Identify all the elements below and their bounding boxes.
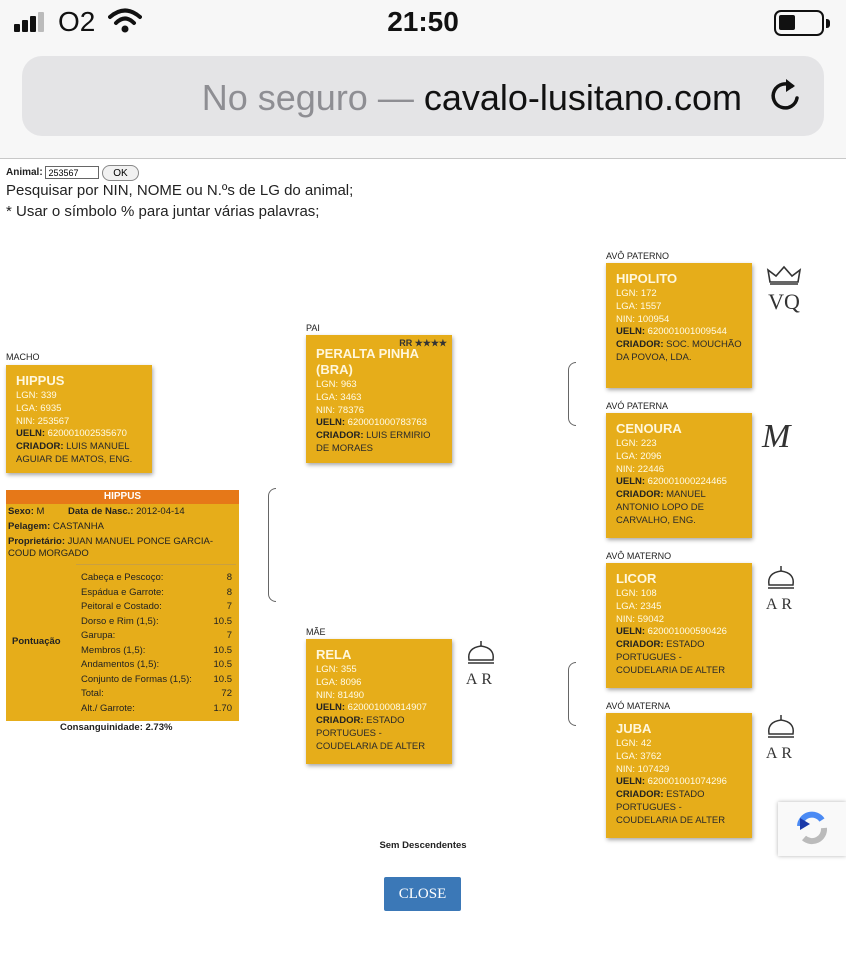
mae-ueln: 620001000814907 — [347, 702, 427, 714]
mae-nin: 81490 — [337, 689, 365, 701]
cenoura-brand: M — [762, 418, 791, 455]
info-pelagem: CASTANHA — [52, 521, 104, 532]
avo-materno-ueln: 620001000590426 — [647, 626, 727, 638]
ok-button[interactable]: OK — [102, 165, 138, 181]
pai-name: PERALTA PINHA (BRA) — [316, 346, 419, 377]
info-proprietario-cont: COUD MORGADO — [8, 548, 89, 559]
avo-paterno-card[interactable]: HIPOLITO LGN: 172 LGA: 1557 NIN: 100954 UELN: 620001001009544 CRIADOR: SOC. MOUCHÃO DA POVOA, LDA. — [606, 263, 752, 388]
avo-materna-nin: 107429 — [637, 763, 670, 775]
avo-materna-ueln: 620001001074296 — [647, 776, 727, 788]
mae-brand-letters: AR — [465, 671, 497, 688]
crown-icon — [463, 640, 499, 666]
pai-ueln: 620001000783763 — [347, 417, 427, 429]
avo-materno-brand — [763, 565, 799, 625]
animal-nin: 253567 — [37, 415, 70, 427]
animal-lga: 6935 — [40, 402, 62, 414]
animal-ueln: 620001002535670 — [47, 428, 127, 440]
crown-icon — [763, 714, 799, 740]
address-bar[interactable] — [22, 56, 824, 136]
animal-role: MACHO — [6, 352, 40, 362]
avo-materno-lgn: 108 — [640, 588, 657, 599]
avo-paterna-lgn: 223 — [640, 438, 657, 449]
score-row: Dorso e Rim (1,5): 10.5 — [81, 615, 232, 627]
avo-materno-role: AVÔ MATERNO — [606, 551, 672, 561]
avo-materno-name: LICOR — [616, 571, 657, 586]
animal-input[interactable] — [45, 166, 99, 179]
avo-paterno-lga: 1557 — [640, 300, 662, 312]
hipolito-brand — [764, 264, 804, 324]
info-proprietario: JUAN MANUEL PONCE GARCIA- — [67, 536, 213, 547]
animal-label: Animal: — [6, 166, 43, 178]
avo-paterna-nin: 22446 — [637, 463, 665, 475]
reload-icon[interactable] — [766, 76, 806, 116]
animal-lgn: 339 — [40, 390, 57, 401]
close-button[interactable]: CLOSE — [384, 877, 461, 911]
recaptcha-badge[interactable] — [778, 802, 846, 856]
pai-lga: 3463 — [340, 391, 362, 403]
parents-connector — [268, 488, 276, 602]
avo-paterna-ueln: 620001000224465 — [647, 476, 727, 488]
mae-card[interactable]: RELA LGN: 355 LGA: 8096 NIN: 81490 UELN: 620001000814907 CRIADOR: ESTADO PORTUGUES - COUDELARIA DE ALTER — [306, 639, 452, 764]
pai-role: PAI — [306, 323, 320, 333]
search-form — [6, 165, 139, 181]
pai-criador: LUIS ERMIRIO DE MORAES — [316, 430, 431, 454]
pai-nin: 78376 — [337, 404, 365, 416]
search-hint-wildcard: * Usar o símbolo % para juntar várias palavras; — [6, 203, 320, 220]
avo-materno-lga: 2345 — [640, 600, 662, 612]
consanguinidade: Consanguinidade: 2.73% — [60, 722, 173, 733]
animal-card[interactable]: HIPPUS LGN: 339 LGA: 6935 NIN: 253567 UELN: 620001002535670 CRIADOR: LUIS MANUEL AGUIAR DE MATOS, ENG. — [6, 365, 152, 473]
avo-paterna-lga: 2096 — [640, 450, 662, 462]
search-hint: Pesquisar por NIN, NOME ou N.ºs de LG do animal; — [6, 182, 354, 199]
score-row: Total: 72 — [81, 688, 232, 699]
crown-icon — [764, 264, 804, 286]
maternal-connector — [568, 662, 576, 726]
avo-materna-criador: ESTADO PORTUGUES - COUDELARIA DE ALTER — [616, 789, 726, 826]
avo-paterno-ueln: 620001001009544 — [647, 326, 727, 338]
score-row: Espádua e Garrote: 8 — [81, 586, 232, 598]
score-row: Conjunto de Formas (1,5): 10.5 — [81, 673, 232, 685]
mae-name: RELA — [316, 647, 352, 662]
avo-materno-brand-letters: AR — [765, 596, 797, 613]
info-title: HIPPUS — [6, 490, 239, 504]
paternal-connector — [568, 362, 576, 426]
score-row: Membros (1,5): 10.5 — [81, 644, 232, 656]
mae-criador: ESTADO PORTUGUES - COUDELARIA DE ALTER — [316, 715, 426, 752]
avo-paterno-role: AVÔ PATERNO — [606, 251, 670, 261]
security-label: No seguro — — [201, 77, 424, 118]
avo-materna-name: JUBA — [616, 721, 652, 736]
browser-toolbar — [0, 46, 846, 159]
recaptcha-icon — [778, 802, 846, 856]
mae-brand — [463, 640, 499, 700]
avo-materno-criador: ESTADO PORTUGUES - COUDELARIA DE ALTER — [616, 639, 726, 676]
animal-criador: LUIS MANUEL AGUIAR DE MATOS, ENG. — [16, 441, 133, 465]
avo-paterno-criador: SOC. MOUCHÃO DA POVOA, LDA. — [616, 339, 742, 363]
avo-materna-brand — [763, 714, 799, 774]
score-row: Peitoral e Costado: 7 — [81, 601, 232, 612]
avo-materno-nin: 59042 — [637, 613, 665, 625]
score-row: Alt./ Garrote: 1.70 — [81, 703, 232, 714]
score-row: Andamentos (1,5): 10.5 — [81, 659, 232, 670]
animal-info-panel: HIPPUS Sexo: M Data de Nasc.: 2012-04-14 Pelagem: CASTANHA Proprietário: JUAN MANUEL PONCE GARCIA- COUD MORGADO Pontuação Cabeça e Pescoço: 8 Espádua e Garrote: 8 Peitoral e Costado: 7 Dorso e Rim (1,5): 10.5 Garupa: 7 Membros (1,5): 10.5 Andamentos (1,5): 10.5 Conjunto de Formas (1,5): 10.5 Total: 72 Alt./ Garrote: 1.70 — [6, 490, 239, 721]
avo-paterna-card[interactable]: CENOURA LGN: 223 LGA: 2096 NIN: 22446 UELN: 620001000224465 CRIADOR: MANUEL ANTONIO LOPO DE CARVALHO, ENG. — [606, 413, 752, 538]
carrier-name: O2 — [58, 6, 96, 37]
avo-materna-brand-letters: AR — [765, 745, 797, 762]
site-host: cavalo-lusitano.com — [423, 77, 742, 118]
avo-materno-card[interactable]: LICOR LGN: 108 LGA: 2345 NIN: 59042 UELN: 620001000590426 CRIADOR: ESTADO PORTUGUES - COUDELARIA DE ALTER — [606, 563, 752, 688]
mae-role: MÃE — [306, 627, 326, 637]
avo-paterno-nin: 100954 — [637, 313, 670, 325]
battery-icon — [774, 10, 824, 36]
pontuacao-label: Pontuação — [12, 636, 61, 647]
animal-name: HIPPUS — [16, 373, 65, 388]
pai-card[interactable]: RR ★★★★ PERALTA PINHA (BRA) LGN: 963 LGA: 3463 NIN: 78376 UELN: 620001000783763 CRIADOR: LUIS ERMIRIO DE MORAES — [306, 335, 452, 463]
avo-paterno-name: HIPOLITO — [616, 271, 678, 286]
avo-paterna-name: CENOURA — [616, 421, 682, 436]
crown-icon — [763, 565, 799, 591]
info-nasc: 2012-04-14 — [136, 506, 185, 517]
clock: 21:50 — [387, 6, 459, 37]
mae-lgn: 355 — [340, 664, 357, 675]
info-sexo: M — [36, 506, 45, 517]
avo-paterna-criador: MANUEL ANTONIO LOPO DE CARVALHO, ENG. — [616, 489, 706, 526]
score-row: Cabeça e Pescoço: 8 — [81, 572, 232, 583]
status-bar — [0, 0, 846, 46]
avo-paterno-lgn: 172 — [640, 288, 657, 299]
score-row: Garupa: 7 — [81, 630, 232, 641]
pai-lgn: 963 — [340, 379, 357, 390]
pai-rating-badge: RR ★★★★ — [399, 338, 447, 348]
avo-paterna-role: AVÓ PATERNA — [606, 401, 669, 411]
avo-materna-card[interactable]: JUBA LGN: 42 LGA: 3762 NIN: 107429 UELN: 620001001074296 CRIADOR: ESTADO PORTUGUES - COUDELARIA DE ALTER — [606, 713, 752, 838]
mae-lga: 8096 — [340, 676, 362, 688]
sem-descendentes: Sem Descendentes — [379, 840, 467, 851]
avo-materna-lgn: 42 — [640, 738, 652, 749]
avo-materna-lga: 3762 — [640, 750, 662, 762]
address-text — [22, 77, 742, 119]
hipolito-brand-letters: VQ — [768, 289, 800, 314]
avo-materna-role: AVÓ MATERNA — [606, 701, 671, 711]
